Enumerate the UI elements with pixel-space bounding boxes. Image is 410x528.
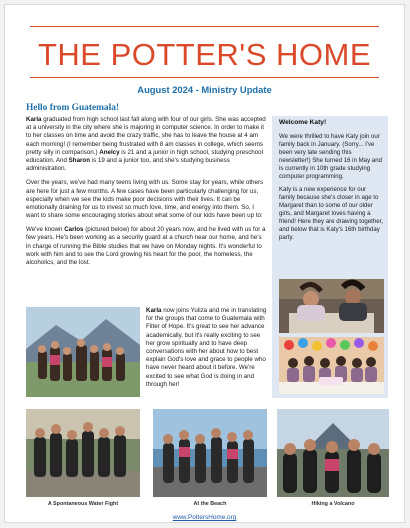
- paragraph-teens: Over the years, we've had many teens living with us. Some stay for years, while others are here for just a few months. A few cases have been particularly challenging for us, especially when we see the kids make poor decisions with their lives. It can be emotionally draining for us to invest so much love, time, and energy into them. So, I want to share some encouraging stories about what some of our kids have been up to:: [26, 179, 264, 220]
- main-text: [26, 116, 266, 273]
- issue-subtitle: August 2024 - Ministry Update: [137, 84, 272, 95]
- page-title: THE POTTER'S HOME: [37, 37, 372, 72]
- paragraph-text: now joins Yuliza and me in translating for the groups that come to Guatemala with Filter of Hope. It's great to see her advance academically, but it's really exciting to see her grow spiritually and to have deep conversations with her about how to best explain God's love and grace to people who have never heard about it before. We're excited to see what God is doing in and through her!: [146, 307, 267, 388]
- name-sharon: Sharon: [68, 156, 90, 164]
- paragraph-text: is 21 and a junior in high school, studying preschool education. And: [26, 148, 263, 164]
- paragraph-carlos: [26, 226, 266, 267]
- newsletter-page: [4, 4, 405, 523]
- sidebar-paragraph-2: Katy is a new experience for our family because she's closer in age to Margaret than to some of our older girls, and Margaret loves having a friend! Here they are drawing together, and below that is Katy's 16th birthday party.: [279, 185, 383, 242]
- karla-translation-text: [146, 307, 268, 395]
- beach-photo: [153, 409, 267, 497]
- name-karla: Karla: [26, 116, 42, 123]
- water-fight-caption: A Spontaneous Water Fight: [47, 501, 119, 507]
- paragraph-text: graduated from high school last fall along with four of our girls. She was accepted at a university in the city where she is majoring in computer science. In order to make it to her classes on time and avoid the crazy traffic, she has to leave the house at 4 am each morning! (I remember being frustrated with 8 am classes in college, which seems pretty silly in comparison.): [26, 116, 266, 156]
- top-rule: [30, 26, 379, 27]
- paragraph-text: We've known: [26, 226, 65, 234]
- drawing-photo: [279, 279, 384, 333]
- paragraph-text: is 19 and a junior too, and she's studying business administration.: [26, 156, 230, 173]
- intro-heading: Hello from Guatemala!: [26, 103, 120, 113]
- sidebar-text: [279, 119, 383, 247]
- name-karla: Karla: [146, 307, 162, 314]
- title-rule: [30, 77, 379, 78]
- sidebar-heading: Welcome Katy!: [279, 119, 327, 126]
- name-anelcy: Anelcy: [99, 148, 120, 156]
- name-carlos: Carlos: [64, 226, 84, 234]
- water-fight-photo: [26, 409, 140, 497]
- paragraph-karla-translation: [146, 307, 268, 389]
- sidebar-paragraph-1: We were thrilled to have Katy join our family back in January. (Sorry... I've been very late sending this newsletter!) She turned 16 in May and is currently in 10th grade studying computer programming.: [279, 132, 382, 180]
- beach-caption: At the Beach: [193, 501, 227, 507]
- paragraph-text: (pictured below) for about 20 years now, and he lived with us for a few years. He's been working as a security guard at a church near our home, and he's in charge of running the Bible studies that we have on Monday nights. It's wonderful to work with him and to see the Lord growing his heart for the poor, the homeless, the alcoholics, and the lost.: [26, 226, 266, 266]
- birthday-photo: [279, 337, 384, 394]
- paragraph-karla-graduation: [26, 116, 266, 173]
- volcano-photo: [277, 409, 389, 497]
- group-photo-volcano-view: [26, 307, 140, 397]
- website-link[interactable]: www.PottersHome.org: [172, 514, 237, 521]
- volcano-caption: Hiking a Volcano: [311, 501, 355, 507]
